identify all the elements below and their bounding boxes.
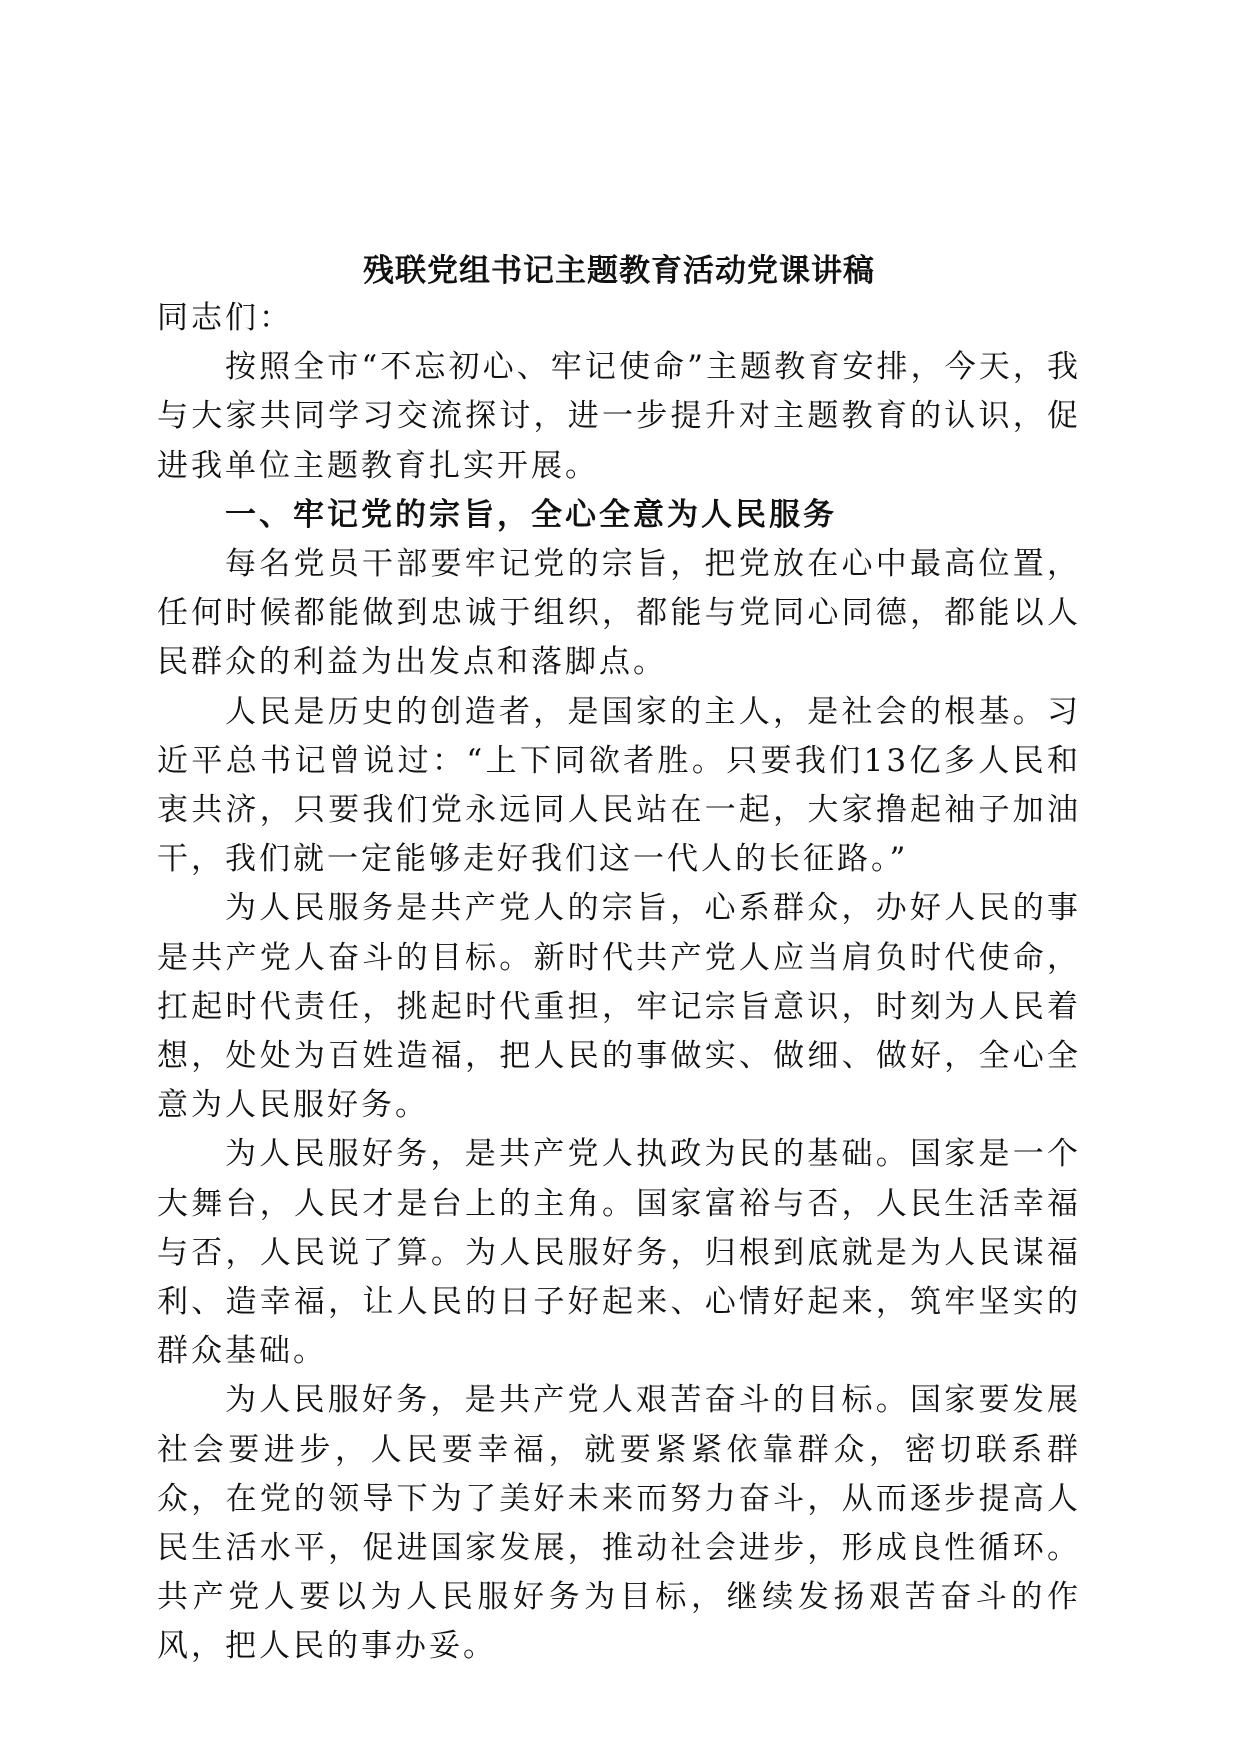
body-paragraph-2: 人民是历史的创造者，是国家的主人，是社会的根基。习近平总书记曾说过：“上下同欲者胜。只要我们13亿多人民和衷共济，只要我们党永远同人民站在一起，大家撸起袖子加油干，我们就一定能够走好我们这一代人的长征路。” <box>157 693 1081 878</box>
body-paragraph-1: 每名党员干部要牢记党的宗旨，把党放在心中最高位置，任何时候都能做到忠诚于组织，都能与党同心同德，都能以人民群众的利益为出发点和落脚点。 <box>157 546 1081 681</box>
body-paragraph-5: 为人民服好务，是共产党人艰苦奋斗的目标。国家要发展社会要进步，人民要幸福，就要紧紧依靠群众，密切联系群众，在党的领导下为了美好未来而努力奋斗，从而逐步提高人民生活水平，促进国家发展，推动社会进步，形成良性循环。共产党人要以为人民服好务为目标，继续发扬艰苦奋斗的作风，把人民的事办妥。 <box>157 1382 1081 1665</box>
section-heading: 一、牢记党的宗旨，全心全意为人民服务 <box>225 496 837 533</box>
intro-paragraph: 按照全市“不忘初心、牢记使命”主题教育安排，今天，我与大家共同学习交流探讨，进一步提升对主题教育的认识，促进我单位主题教育扎实开展。 <box>157 349 1081 484</box>
salutation: 同志们： <box>157 300 293 336</box>
document-body <box>157 248 1081 1672</box>
body-paragraph-3: 为人民服务是共产党人的宗旨，心系群众，办好人民的事是共产党人奋斗的目标。新时代共产党人应当肩负时代使命，扛起时代责任，挑起时代重担，牢记宗旨意识，时刻为人民着想，处处为百姓造福，把人民的事做实、做细、做好，全心全意为人民服好务。 <box>157 890 1081 1124</box>
body-paragraph-4: 为人民服好务，是共产党人执政为民的基础。国家是一个大舞台，人民才是台上的主角。国家富裕与否，人民生活幸福与否，人民说了算。为人民服好务，归根到底就是为人民谋福利、造幸福，让人民的日子好起来、心情好起来，筑牢坚实的群众基础。 <box>157 1136 1081 1370</box>
document-title: 残联党组书记主题教育活动党课讲稿 <box>363 253 875 289</box>
